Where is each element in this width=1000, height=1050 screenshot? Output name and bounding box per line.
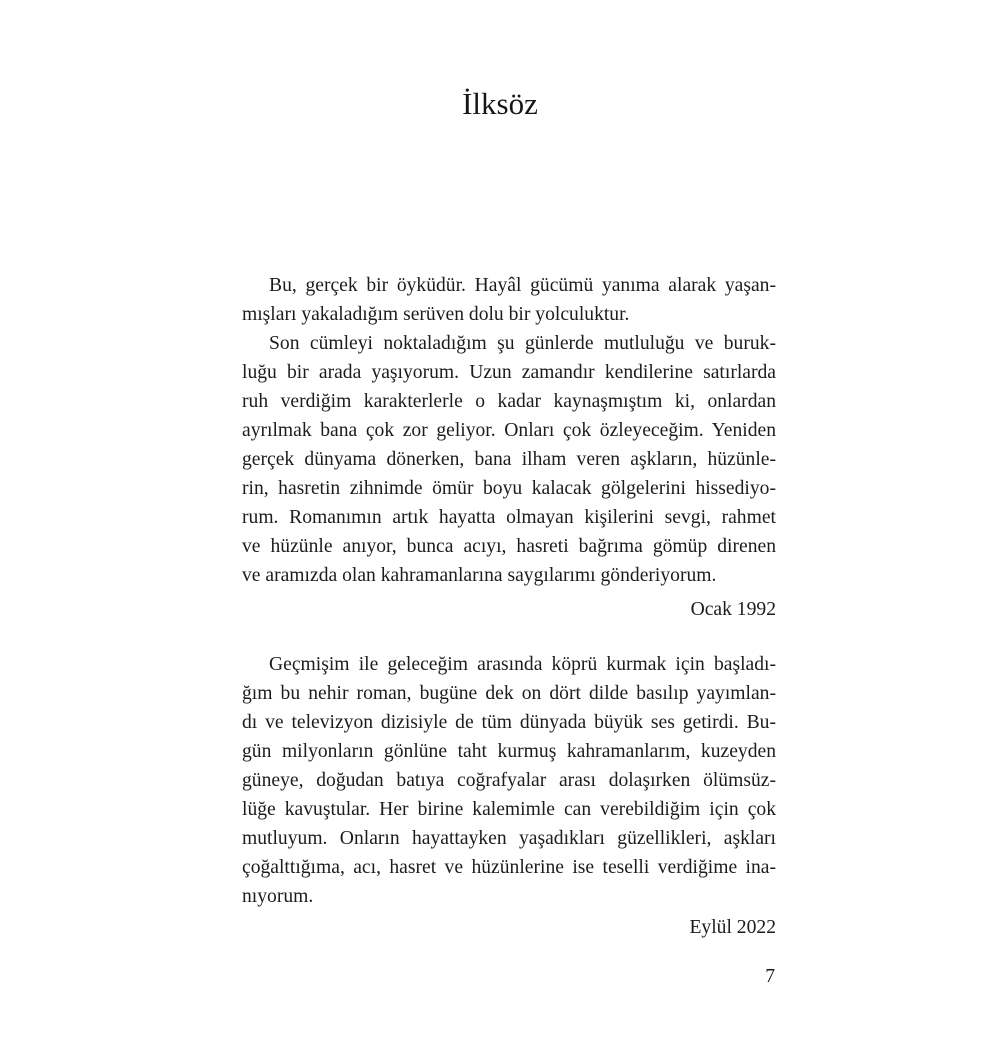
text-line: güneye, doğudan batıya coğrafyalar arası dolaşırken ölümsüz- — [242, 770, 776, 791]
page-number: 7 — [765, 966, 775, 987]
text-line: rum. Romanımın artık hayatta olmayan kişilerini sevgi, rahmet — [242, 507, 776, 528]
text-line: rin, hasretin zihnimde ömür boyu kalacak gölgelerini hissediyo- — [242, 478, 776, 499]
text-line: dı ve televizyon dizisiyle de tüm dünyada büyük ses getirdi. Bu- — [242, 712, 776, 733]
text-line: gün milyonların gönlüne taht kurmuş kahramanlarım, kuzeyden — [242, 741, 776, 762]
text-line: mutluyum. Onların hayattayken yaşadıkları güzellikleri, aşkları — [242, 828, 776, 849]
text-line: ğım bu nehir roman, bugüne dek on dört dilde basılıp yayımlan- — [242, 683, 776, 704]
text-line: mışları yakaladığım serüven dolu bir yolculuktur. — [242, 304, 630, 325]
date-signature-2: Eylül 2022 — [689, 917, 776, 938]
text-line: Son cümleyi noktaladığım şu günlerde mutluluğu ve buruk- — [269, 333, 776, 354]
text-line: gerçek dünyama dönerken, bana ilham veren aşkların, hüzünle- — [242, 449, 776, 470]
date-signature-1: Ocak 1992 — [690, 599, 776, 620]
text-line: ve hüzünle anıyor, bunca acıyı, hasreti bağrıma gömüp direnen — [242, 536, 776, 557]
text-line: nıyorum. — [242, 886, 314, 907]
text-line: luğu bir arada yaşıyorum. Uzun zamandır kendilerine satırlarda — [242, 362, 776, 383]
preface-section-2 — [242, 650, 776, 911]
text-line: ve aramızda olan kahramanlarına saygılarımı gönderiyorum. — [242, 565, 717, 586]
text-line: Bu, gerçek bir öyküdür. Hayâl gücümü yanıma alarak yaşan- — [269, 275, 776, 296]
page-title: İlksöz — [462, 86, 538, 121]
text-line: ruh verdiğim karakterlerle o kadar kaynaşmıştım ki, onlardan — [242, 391, 776, 412]
text-line: çoğalttığıma, acı, hasret ve hüzünlerine ise teselli verdiğime ina- — [242, 857, 776, 878]
preface-section-1 — [242, 271, 776, 590]
text-line: ayrılmak bana çok zor geliyor. Onları çok özleyeceğim. Yeniden — [242, 420, 776, 441]
text-line: Geçmişim ile geleceğim arasında köprü kurmak için başladı- — [269, 654, 776, 675]
text-line: lüğe kavuştular. Her birine kalemimle can verebildiğim için çok — [242, 799, 776, 820]
